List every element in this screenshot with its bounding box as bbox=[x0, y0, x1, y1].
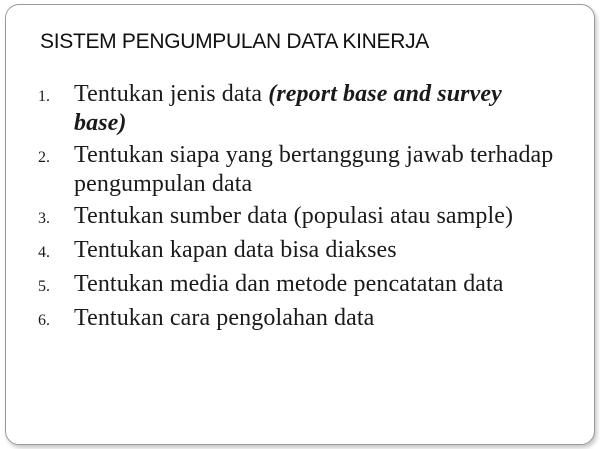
list-item-number: 1. bbox=[38, 88, 50, 105]
list-item-label: Tentukan siapa yang bertanggung jawab terhadap pengumpulan data bbox=[74, 142, 554, 197]
list-item-text bbox=[74, 141, 558, 199]
list-item-number: 5. bbox=[38, 278, 50, 295]
slide-title: SISTEM PENGUMPULAN DATA KINERJA bbox=[40, 30, 429, 53]
list-item-label: Tentukan sumber data (populasi atau sample) bbox=[74, 203, 514, 229]
list-item-number: 4. bbox=[38, 244, 50, 261]
list-item-label: Tentukan cara pengolahan data bbox=[74, 305, 375, 331]
list-item-text bbox=[74, 236, 397, 265]
list-item-label: Tentukan jenis data bbox=[74, 81, 269, 107]
list-item-text bbox=[74, 202, 513, 231]
list-item bbox=[38, 80, 558, 138]
list-item bbox=[38, 304, 558, 335]
list-item-number: 6. bbox=[38, 312, 50, 329]
list-item-label: Tentukan kapan data bisa diakses bbox=[74, 237, 397, 263]
list-item-text bbox=[74, 270, 504, 299]
list-item-text bbox=[74, 304, 374, 333]
point-list bbox=[38, 80, 558, 338]
list-item-text bbox=[74, 80, 558, 138]
list-item-emphasis: (report base and survey base) bbox=[74, 81, 502, 136]
list-item bbox=[38, 141, 558, 199]
list-item bbox=[38, 270, 558, 301]
list-item bbox=[38, 202, 558, 233]
list-item-label: Tentukan media dan metode pencatatan data bbox=[74, 271, 504, 297]
list-item-number: 3. bbox=[38, 210, 50, 227]
list-item-number: 2. bbox=[38, 149, 50, 166]
list-item bbox=[38, 236, 558, 267]
